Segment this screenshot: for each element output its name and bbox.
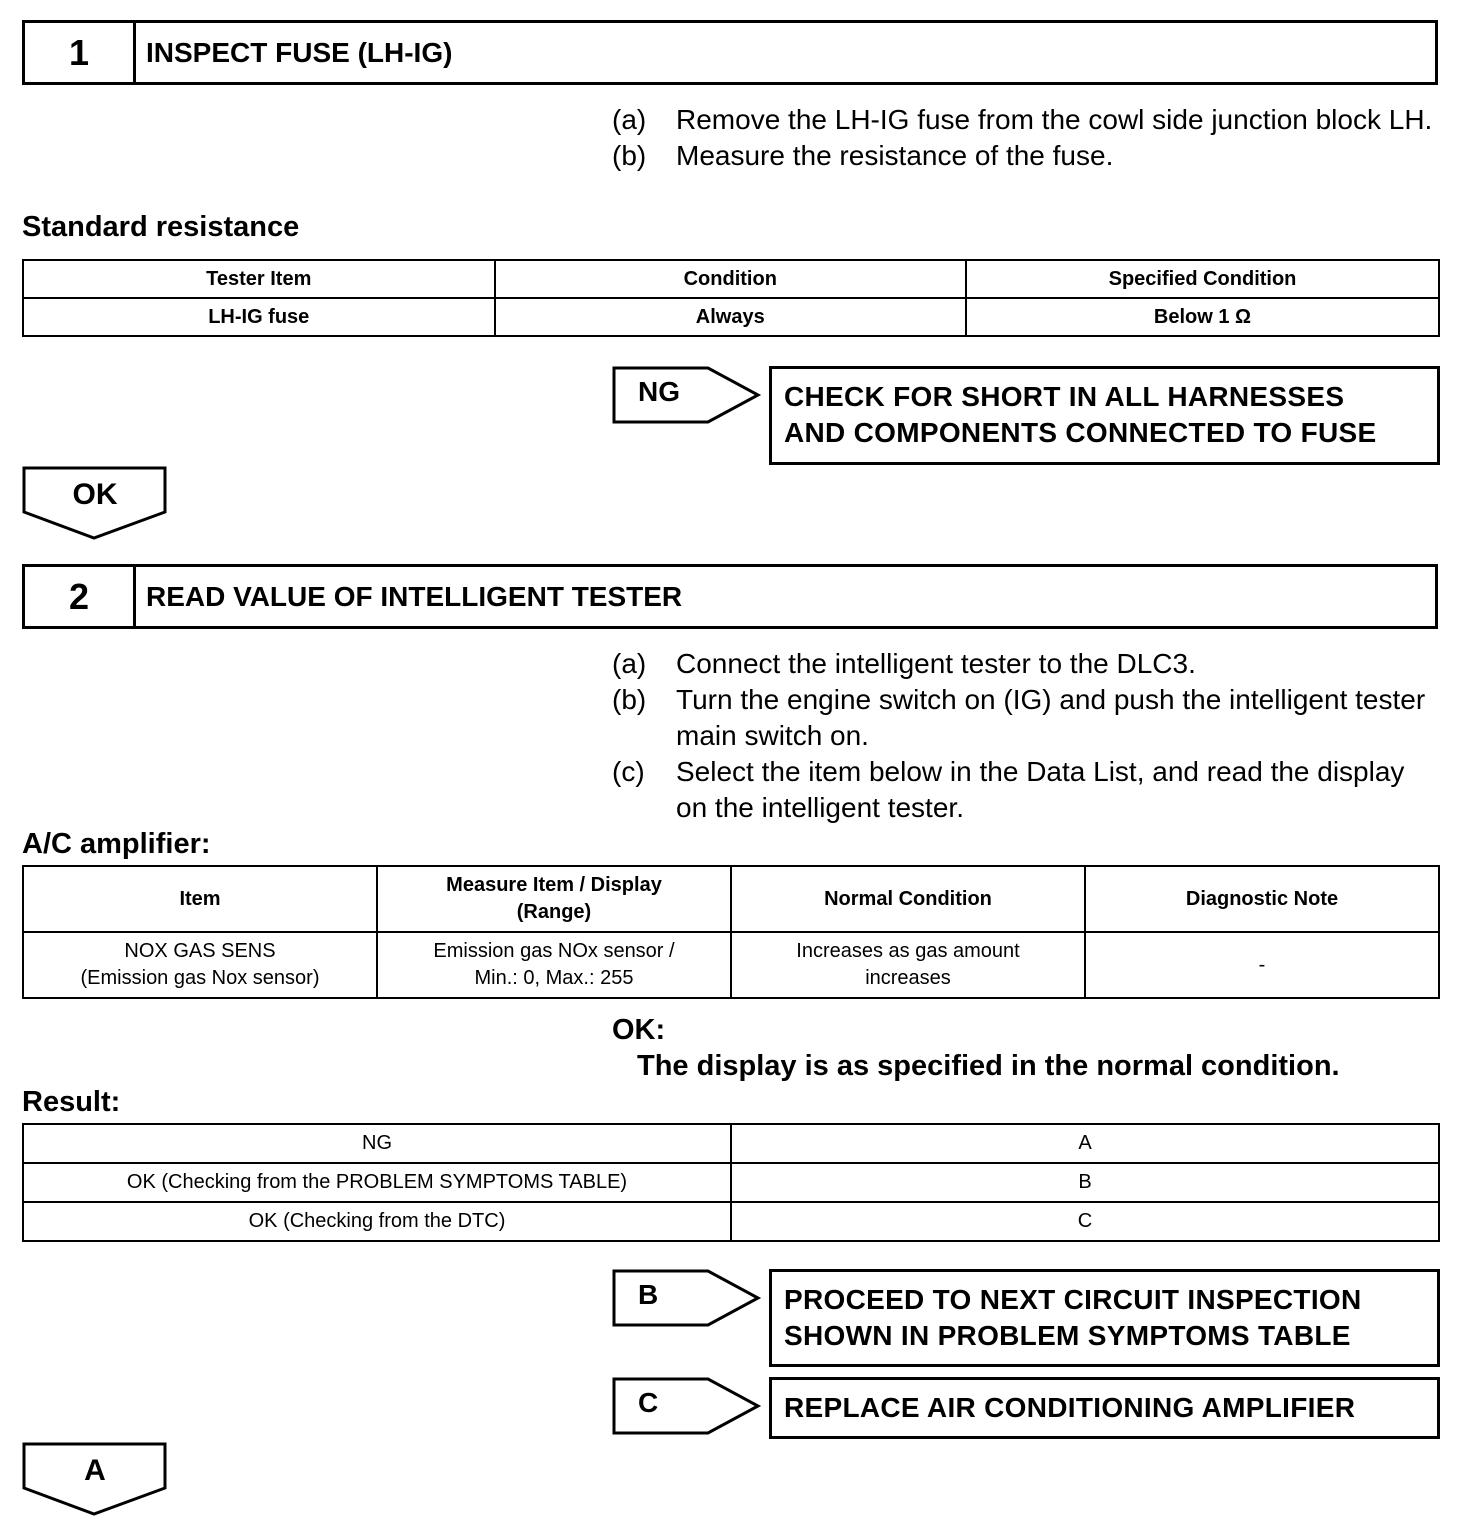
cell-line: Increases as gas amount [796,940,1020,962]
instruction-label: (a) [612,648,647,679]
ng-tag-arrow [612,366,762,424]
standard-resistance-heading: Standard resistance [22,211,300,243]
step-title: INSPECT FUSE (LH-IG) [146,36,453,68]
step-2-instructions [612,646,1436,826]
table-cell: Below 1 Ω [966,298,1439,336]
instruction-item [612,754,1436,826]
table-header: Tester Item [23,260,495,298]
result-table [22,1123,1440,1242]
instruction-label: (a) [612,104,647,135]
result-heading: Result: [22,1086,121,1118]
instruction-text: Measure the resistance of the fuse. [676,140,1114,171]
action-text-line: PROCEED TO NEXT CIRCUIT INSPECTION [784,1284,1362,1315]
cell-line: NOX GAS SENS [124,940,276,962]
instruction-text: Turn the engine switch on (IG) and push the intelligent tester main switch on. [676,684,1426,751]
instruction-text: Connect the intelligent tester to the DLC3. [676,648,1196,679]
table-header: Specified Condition [966,260,1439,298]
ok-arrow-label: OK [72,478,118,511]
a-arrow-label: A [84,1454,106,1487]
result-cell: NG [23,1124,731,1163]
result-code: A [731,1124,1439,1163]
result-cell: OK (Checking from the DTC) [23,1202,731,1241]
table-header: Condition [495,260,967,298]
instruction-text: Select the item below in the Data List, and read the display on the intelligent tester. [676,756,1405,823]
table-header: Normal Condition [731,866,1085,932]
instruction-text: Remove the LH-IG fuse from the cowl side junction block LH. [676,104,1433,135]
c-tag-label: C [638,1387,659,1418]
ok-label: OK: [612,1014,666,1046]
resistance-table [22,259,1440,337]
cell-line: (Emission gas Nox sensor) [80,967,320,989]
ok-condition-text: The display is as specified in the normal condition. [637,1050,1340,1082]
step-1-instructions [612,102,1436,174]
header-line: Measure Item / Display [446,874,662,896]
table-cell [377,932,731,998]
instruction-item [612,682,1436,754]
action-text-line: SHOWN IN PROBLEM SYMPTOMS TABLE [784,1320,1351,1351]
instruction-item [612,646,1436,682]
step-title: READ VALUE OF INTELLIGENT TESTER [146,580,683,612]
ng-tag-label: NG [638,376,680,407]
instruction-item [612,138,1436,174]
table-cell [731,932,1085,998]
result-code: B [731,1163,1439,1202]
step-number: 2 [25,567,136,626]
header-line: (Range) [516,901,592,923]
b-tag-label: B [638,1279,659,1310]
table-header: Diagnostic Note [1085,866,1439,932]
ng-action-box [769,366,1440,465]
cell-line: Min.: 0, Max.: 255 [474,967,634,989]
c-tag-arrow [612,1377,762,1435]
result-cell: OK (Checking from the PROBLEM SYMPTOMS TABLE) [23,1163,731,1202]
instruction-label: (c) [612,756,645,787]
table-cell: LH-IG fuse [23,298,495,336]
cell-line: Emission gas NOx sensor / [433,940,675,962]
instruction-label: (b) [612,140,647,171]
instruction-item [612,102,1436,138]
data-list-table [22,865,1440,999]
ac-amplifier-heading: A/C amplifier: [22,828,211,860]
cell-line: increases [865,967,951,989]
action-text-line: AND COMPONENTS CONNECTED TO FUSE [784,417,1377,448]
result-code: C [731,1202,1439,1241]
table-cell: - [1085,932,1439,998]
table-cell [23,932,377,998]
table-header [377,866,731,932]
action-text-line: CHECK FOR SHORT IN ALL HARNESSES [784,381,1345,412]
step-number: 1 [25,23,136,82]
table-cell: Always [495,298,967,336]
step-1-header [22,20,1438,85]
step-2-header [22,564,1438,629]
instruction-label: (b) [612,684,647,715]
table-header: Item [23,866,377,932]
b-action-box [769,1269,1440,1367]
b-tag-arrow [612,1269,762,1327]
c-action-box: REPLACE AIR CONDITIONING AMPLIFIER [769,1377,1440,1439]
